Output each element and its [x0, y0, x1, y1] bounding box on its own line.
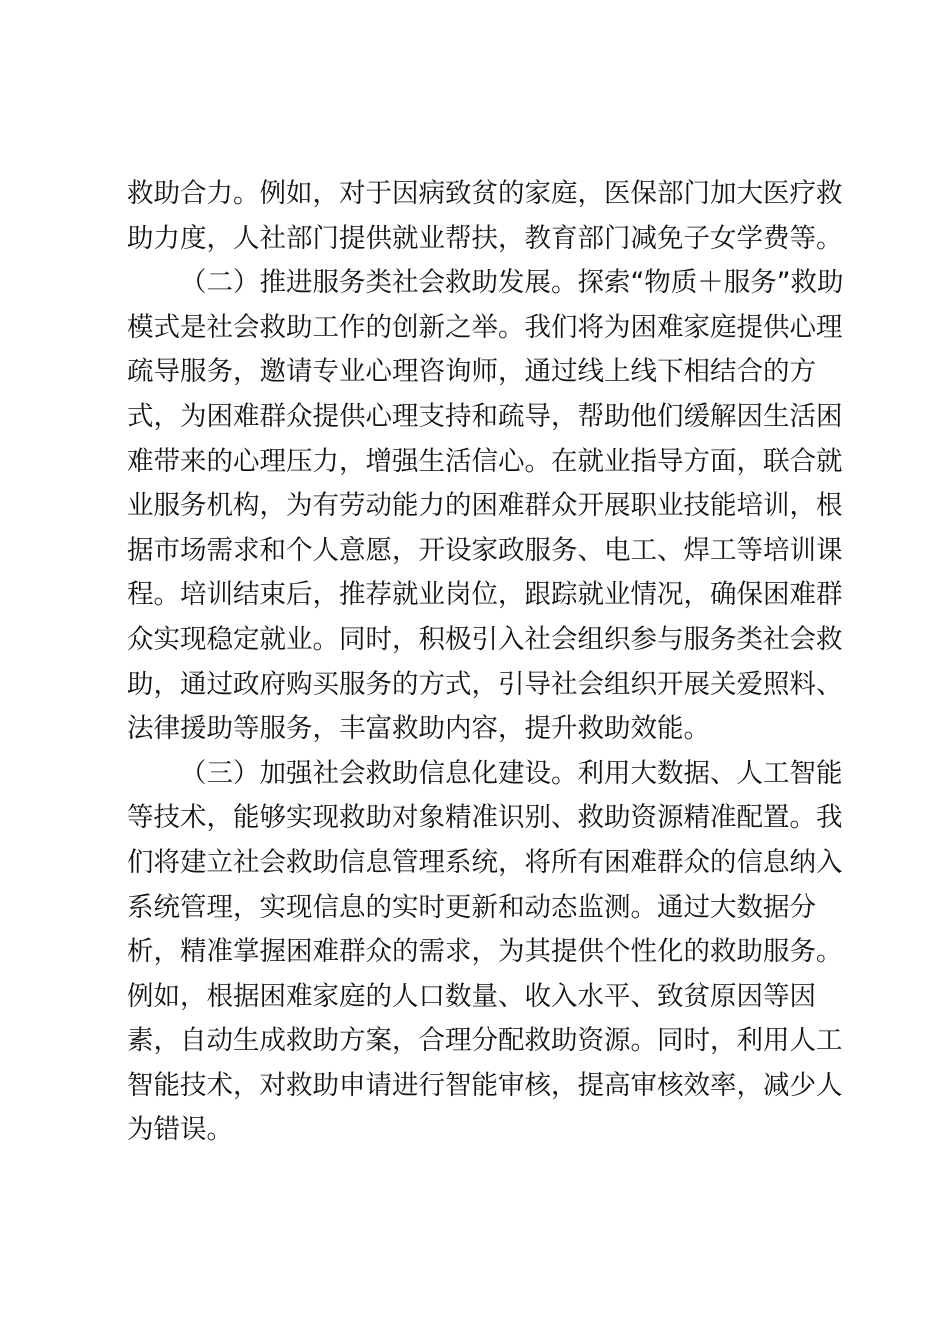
text-line: 式，为困难群众提供心理支持和疏导，帮助他们缓解因生活困 — [127, 400, 843, 432]
text-line: 助，通过政府购买服务的方式，引导社会组织开展关爱照料、 — [127, 668, 843, 700]
text-line: 据市场需求和个人意愿，开设家政服务、电工、焊工等培训课 — [127, 534, 843, 566]
text-line: 析，精准掌握困难群众的需求，为其提供个性化的救助服务。 — [127, 936, 843, 968]
text-line: 智能技术，对救助申请进行智能审核，提高审核效率，减少人 — [127, 1069, 843, 1101]
text-line: 众实现稳定就业。同时，积极引入社会组织参与服务类社会救 — [127, 623, 843, 655]
text-line: 模式是社会救助工作的创新之举。我们将为困难家庭提供心理 — [127, 311, 843, 343]
text-line: 例如，根据困难家庭的人口数量、收入水平、致贫原因等因 — [127, 980, 816, 1012]
text-line: 难带来的心理压力，增强生活信心。在就业指导方面，联合就 — [127, 445, 843, 477]
text-line: 系统管理，实现信息的实时更新和动态监测。通过大数据分 — [127, 891, 816, 923]
text-line: 助力度，人社部门提供就业帮扶，教育部门减免子女学费等。 — [127, 222, 843, 254]
text-line: 素，自动生成救助方案，合理分配救助资源。同时，利用人工 — [127, 1025, 843, 1057]
text-line: 法律援助等服务，丰富救助内容，提升救助效能。 — [127, 713, 710, 745]
text-line: 业服务机构，为有劳动能力的困难群众开展职业技能培训，根 — [127, 490, 843, 522]
text-line: 程。培训结束后，推荐就业岗位，跟踪就业情况，确保困难群 — [127, 579, 843, 611]
body-text — [127, 172, 844, 1153]
section-heading-line: （二）推进服务类社会救助发展。探索“物质＋服务”救助 — [180, 267, 844, 299]
text-line: 疏导服务，邀请专业心理咨询师，通过线上线下相结合的方 — [127, 356, 816, 388]
text-line: 为错误。 — [127, 1114, 233, 1146]
section-heading-line: （三）加强社会救助信息化建设。利用大数据、人工智能 — [180, 757, 843, 789]
text-line: 救助合力。例如，对于因病致贫的家庭，医保部门加大医疗救 — [127, 178, 843, 209]
text-line: 等技术，能够实现救助对象精准识别、救助资源精准配置。我 — [127, 802, 843, 834]
text-line: 们将建立社会救助信息管理系统，将所有困难群众的信息纳入 — [127, 846, 843, 878]
